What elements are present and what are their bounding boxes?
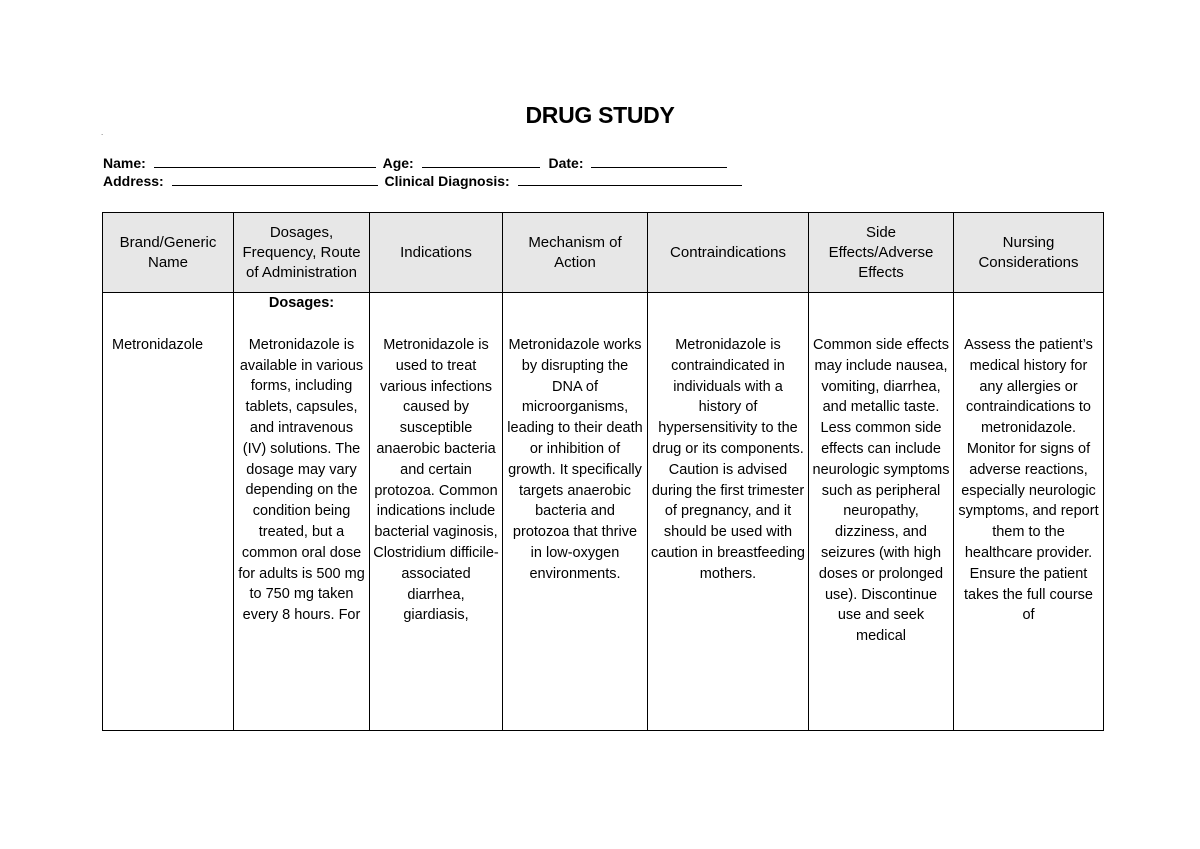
- age-label: Age:: [382, 155, 414, 171]
- cell-side-effects: [809, 293, 954, 731]
- address-field[interactable]: [172, 172, 378, 186]
- brand-name-text: Metronidazole: [112, 337, 204, 353]
- header-indications: Indications: [370, 213, 503, 293]
- date-field[interactable]: [591, 154, 727, 168]
- cell-mechanism: [503, 293, 648, 731]
- name-field[interactable]: [154, 154, 376, 168]
- table-row: [103, 293, 1104, 731]
- header-dosages: Dosages, Frequency, Route of Administration: [234, 213, 370, 293]
- document-title: DRUG STUDY: [525, 102, 675, 128]
- header-contraindications: Contraindications: [648, 213, 809, 293]
- clinical-diagnosis-label: Clinical Diagnosis:: [384, 173, 510, 189]
- mechanism-text: Metronidazole works by disrupting the DNA of microorganisms, leading to their death or inhibition of growth. It specifically targets anaerobic bacteria and protozoa that thrive in low-oxygen environments.: [507, 337, 643, 582]
- cell-dosages: [234, 293, 370, 731]
- header-mechanism-of-action: Mechanism of Action: [503, 213, 648, 293]
- cell-nursing: [954, 293, 1104, 731]
- nursing-considerations-text: Assess the patient’s medical history for any allergies or contraindications to metronidazole. Monitor for signs of adverse reactions, especially neurologic symptoms, and report them to the healthcare provider. Ensure the patient takes the full course of: [958, 337, 1099, 624]
- date-label: Date:: [548, 155, 584, 171]
- patient-info-row-1: [103, 154, 742, 172]
- contraindications-text: Metronidazole is contraindicated in individuals with a history of hypersensitivity to the drug or its components. Caution is advised during the first trimester of pregnancy, and it should be used with caution in breastfeeding mothers.: [651, 337, 805, 582]
- indications-text: Metronidazole is used to treat various infections caused by susceptible anaerobic bacteria and certain protozoa. Common indications include bacterial vaginosis, Clostridium difficile-associated diarrhea, giardiasis,: [373, 337, 499, 624]
- address-label: Address:: [103, 173, 164, 189]
- table-header-row: [103, 213, 1104, 293]
- header-side-effects: Side Effects/Adverse Effects: [809, 213, 954, 293]
- age-field[interactable]: [422, 154, 540, 168]
- stray-mark: .: [101, 128, 104, 137]
- clinical-diagnosis-field[interactable]: [518, 172, 742, 186]
- cell-brand: [103, 293, 234, 731]
- patient-info-row-2: [103, 172, 742, 190]
- cell-contraindications: [648, 293, 809, 731]
- patient-info-fields: [103, 154, 742, 190]
- cell-indications: [370, 293, 503, 731]
- header-nursing-considerations: Nursing Considerations: [954, 213, 1104, 293]
- name-label: Name:: [103, 155, 146, 171]
- drug-study-table: [102, 212, 1104, 731]
- dosages-text: Metronidazole is available in various forms, including tablets, capsules, and intravenous (IV) solutions. The dosage may vary depending on the condition being treated, but a common oral dose for adults is 500 mg to 750 mg taken every 8 hours. For: [238, 336, 365, 624]
- header-brand-generic-name: Brand/Generic Name: [103, 213, 234, 293]
- side-effects-text: Common side effects may include nausea, vomiting, diarrhea, and metallic taste. Less common side effects can include neurologic symptoms such as peripheral neuropathy, dizziness, and seizures (with high doses or prolonged use). Discontinue use and seek medical: [812, 337, 950, 645]
- dosages-heading: Dosages:: [268, 295, 335, 311]
